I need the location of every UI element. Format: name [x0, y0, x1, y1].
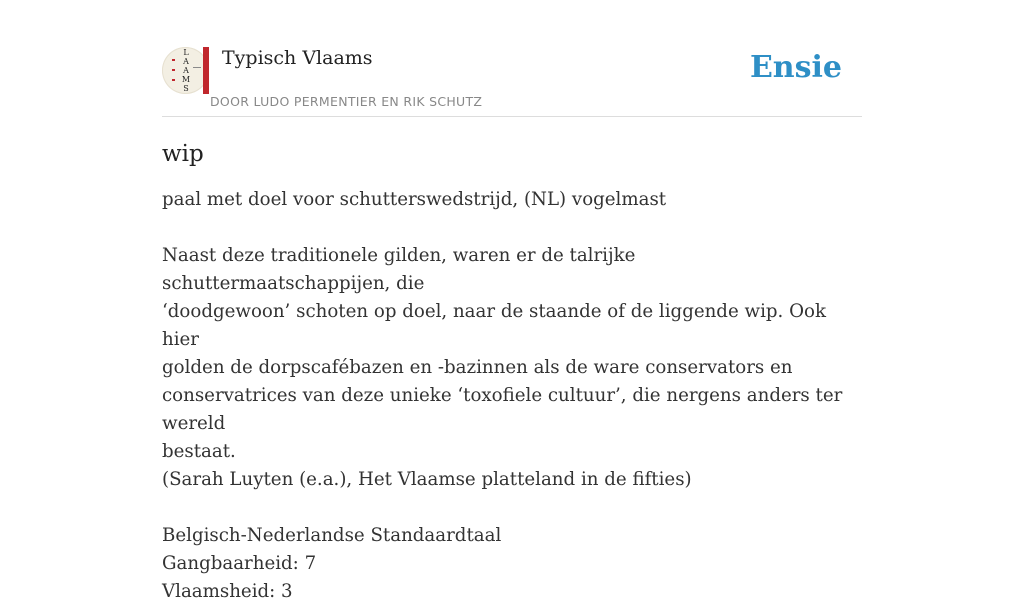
quote-line: bestaat.	[162, 441, 236, 462]
logo-tick	[172, 79, 175, 81]
byline: DOOR LUDO PERMENTIER EN RIK SCHUTZ	[210, 94, 483, 109]
book-cover-logo[interactable]	[162, 47, 209, 94]
logo-letter: L	[183, 48, 189, 57]
logo-letters	[181, 48, 191, 93]
gangbaarheid-rating: Gangbaarheid: 7	[162, 553, 317, 574]
quote-line: golden de dorpscafébazen en -bazinnen als de ware conservators en	[162, 357, 793, 378]
logo-letter: M	[181, 75, 191, 84]
site-title[interactable]: Typisch Vlaams	[222, 47, 373, 69]
logo-letter: S	[183, 84, 189, 93]
logo-tick	[172, 59, 175, 61]
paragraph-gap	[162, 494, 862, 522]
vlaamsheid-rating: Vlaamsheid: 3	[162, 581, 293, 602]
logo-red-band	[203, 47, 209, 94]
quote-line: Naast deze traditionele gilden, waren er de talrijke schuttermaatschappijen, die	[162, 245, 636, 294]
logo-letter: A	[183, 66, 189, 75]
entry-body	[162, 186, 862, 606]
ensie-brand-link[interactable]: Ensie	[749, 50, 842, 85]
quote-line: conservatrices van deze unieke ‘toxofiele cultuur’, die nergens anders ter wereld	[162, 385, 843, 434]
quote-source: (Sarah Luyten (e.a.), Het Vlaamse platteland in de fifties)	[162, 469, 692, 490]
logo-tick	[172, 69, 175, 71]
site-header	[162, 44, 862, 117]
logo-subtitle-line	[193, 67, 201, 68]
entry-word-title: wip	[162, 141, 204, 167]
language-variant: Belgisch-Nederlandse Standaardtaal	[162, 525, 502, 546]
paragraph-gap	[162, 214, 862, 242]
quote-line: ‘doodgewoon’ schoten op doel, naar de staande of de liggende wip. Ook hier	[162, 301, 826, 350]
logo-letter: A	[183, 57, 189, 66]
entry-definition: paal met doel voor schutterswedstrijd, (NL) vogelmast	[162, 189, 667, 210]
entry-content	[162, 136, 862, 606]
